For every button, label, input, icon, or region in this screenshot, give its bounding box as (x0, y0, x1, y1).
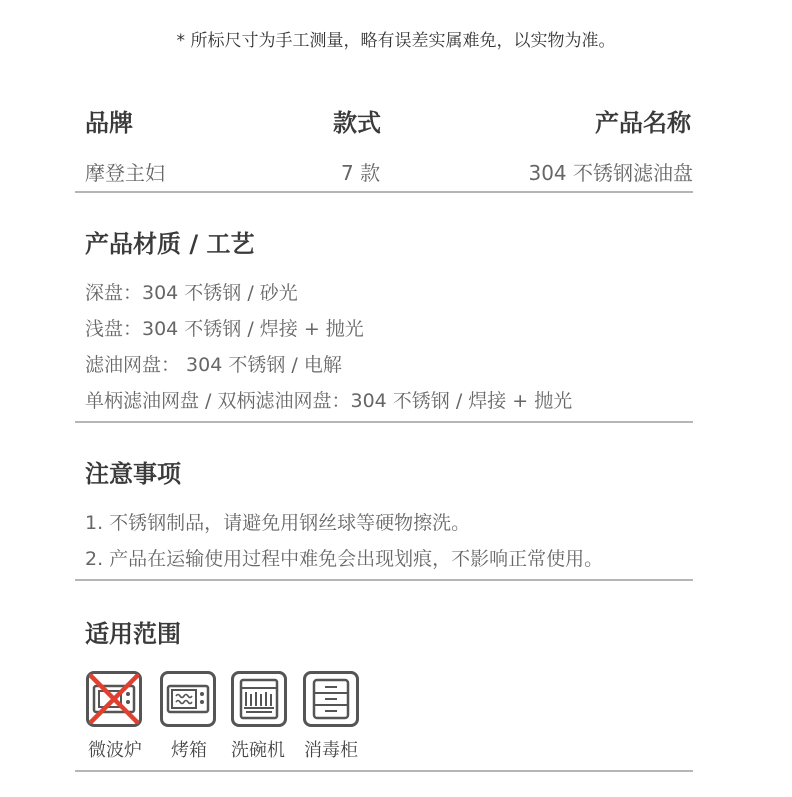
oven-icon (160, 671, 216, 727)
notice-line: 2. 产品在运输使用过程中难免会出现划痕，不影响正常使用。 (85, 548, 604, 570)
sterilizer-cabinet-label: 消毒柜 (304, 740, 358, 761)
product-name-value: 304 不锈钢滤油盘 (528, 161, 693, 185)
divider (75, 191, 693, 193)
dishwasher-icon (231, 671, 287, 727)
notice-line: 1. 不锈钢制品，请避免用钢丝球等硬物擦洗。 (85, 512, 471, 534)
usage-title: 适用范围 (85, 620, 181, 648)
material-line: 单柄滤油网盘 / 双柄滤油网盘：304 不锈钢 / 焊接 + 抛光 (85, 390, 573, 412)
dishwasher-label: 洗碗机 (231, 740, 285, 761)
oven-label: 烤箱 (171, 740, 207, 761)
style-value: 7 款 (341, 161, 381, 185)
divider (75, 421, 693, 423)
notice-title: 注意事项 (85, 460, 181, 488)
product-name-header: 产品名称 (595, 109, 691, 137)
style-header: 款式 (333, 109, 381, 137)
disclaimer-note: * 所标尺寸为手工测量，略有误差实属难免，以实物为准。 (176, 31, 616, 51)
divider (75, 579, 693, 581)
material-title: 产品材质 / 工艺 (85, 230, 255, 258)
material-line: 浅盘：304 不锈钢 / 焊接 + 抛光 (85, 318, 364, 340)
brand-value: 摩登主妇 (85, 161, 165, 185)
material-line: 深盘：304 不锈钢 / 砂光 (85, 282, 298, 304)
divider (75, 770, 693, 772)
microwave-label: 微波炉 (88, 740, 142, 761)
brand-header: 品牌 (85, 109, 133, 137)
sterilizer-cabinet-icon (303, 671, 359, 727)
material-line: 滤油网盘： 304 不锈钢 / 电解 (85, 354, 342, 376)
microwave-icon (86, 671, 142, 727)
